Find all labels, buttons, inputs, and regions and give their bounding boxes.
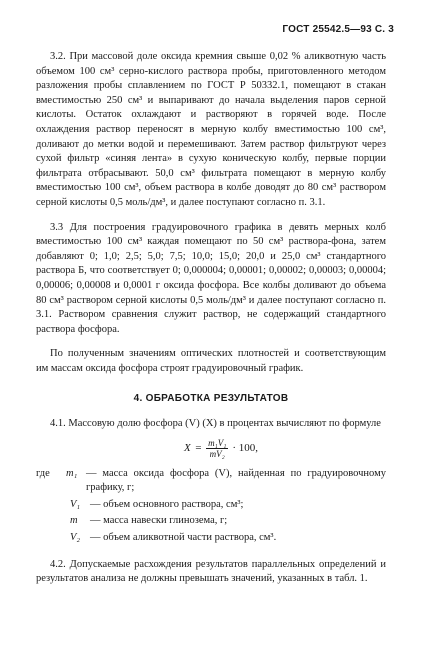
formula [56, 438, 386, 459]
formula-tail: · 100, [232, 441, 259, 454]
formula-fraction [206, 438, 228, 459]
legend-description: — масса оксида фосфора (V), найденная по градуировочному графику, г; [86, 467, 386, 494]
paragraph-3-2: 3.2. При массовой доле оксида кремния свыше 0,02 % аликвотную часть объемом 100 см³ серно-кислого раствора пробы, приготовленного методом разложения пробы сплавлением по ГОСТ Р 50332.1, помещают в стакан вместимостью 250 см³ и выпаривают до начала выделения паров серной кислоты. Остаток охлаждают и растворяют в горячей воде. После охлаждения раствор переносят в мерную колбу вместимостью 100 см³, доливают до метки водой и перемешивают. Затем раствор фильтруют через сухой фильтр «синяя лента» в сухую коническую колбу, первые порции фильтрата отбрасывают. 50,0 см³ фильтрата помещают в мерную колбу вместимостью 100 см³, объем раствора в колбе доводят до 80 см³ раствором серной кислоты 0,5 моль/дм³, и далее поступают согласно п. 3.1. [36, 51, 386, 208]
section-title: 4. ОБРАБОТКА РЕЗУЛЬТАТОВ [133, 393, 289, 405]
formula-legend [36, 467, 386, 546]
legend-symbol: m [70, 515, 78, 527]
legend-row [36, 531, 386, 546]
legend-lead: где [36, 467, 50, 479]
paragraph-4-2: 4.2. Допускаемые расхождения результатов параллельных определений и результатов анализа не должны превышать значений, указанных в табл. 1. [36, 558, 386, 585]
paragraph-3-3: 3.3 Для построения градуировочного графика в девять мерных колб вместимостью 100 см³ каждая помещают по 50 см³ раствора-фона, затем добавляют 0; 1,0; 2,5; 5,0; 7,5; 10,0; 15,0; 20,0 и 25,0 см³ стандартного раствора Б, что соответствует 0; 0,000004; 0,00001; 0,00002; 0,00003; 0,00004; 0,00006; 0,00008 и 0,0001 г оксида фосфора. Все колбы доливают до объема 80 см³ раствором серной кислоты 0,5 моль/дм³ и далее поступают согласно п. 3.1. Раствором сравнения служит раствор, не содержащий стандартного раствора фосфора. [36, 221, 386, 335]
legend-symbol: V₁ [70, 498, 81, 510]
formula-eq: = [194, 441, 203, 454]
legend-symbol: V₂ [70, 532, 81, 544]
legend-description: — объем аликвотной части раствора, см³. [90, 532, 277, 544]
legend-description: — объем основного раствора, см³; [90, 498, 244, 510]
page-header: ГОСТ 25542.5—93 С. 3 [282, 24, 394, 35]
formula-denominator: mV₂ [209, 448, 225, 459]
document-body [36, 50, 386, 587]
legend-symbol: m₁ [66, 467, 78, 479]
paragraph-4-1: 4.1. Массовую долю фосфора (V) (X) в процентах вычисляют по формуле [50, 418, 381, 430]
legend-row [36, 498, 386, 513]
formula-lhs: X [183, 441, 191, 454]
legend-row [36, 514, 386, 529]
paragraph-graph: По полученным значениям оптических плотностей и соответствующим им массам оксида фосфора строят градуировочный график. [36, 348, 386, 374]
legend-description: — масса навески глинозема, г; [90, 515, 228, 527]
formula-numerator: m₁V₁ [208, 437, 227, 448]
legend-row [36, 467, 386, 496]
